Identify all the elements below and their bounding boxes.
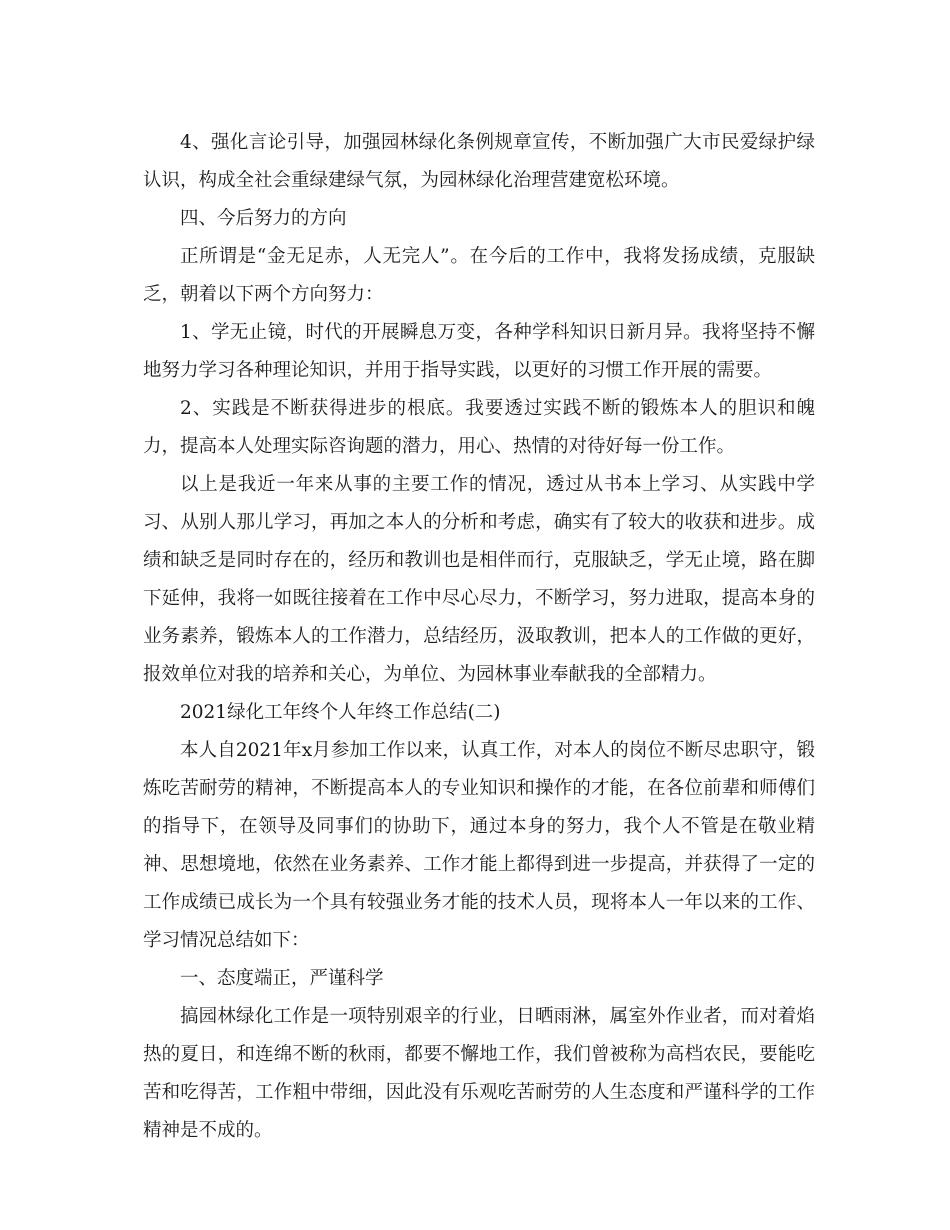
- paragraph-introduction: 本人自2021年x月参加工作以来，认真工作，对本人的岗位不断尽忠职守，锻炼吃苦耐劳的精神，不断提高本人的专业知识和操作的才能，在各位前辈和师傅们的指导下，在领导及同事们的协助下，通过本身的努力，我个人不管是在敬业精神、思想境地，依然在业务素养、工作才能上都得到进一步提高，并获得了一定的工作成绩已成长为一个具有较强业务才能的技术人员，现将本人一年以来的工作、学习情况总结如下：: [143, 740, 815, 951]
- paragraph-point-4: 4、强化言论引导，加强园林绿化条例规章宣传，不断加强广大市民爱绿护绿认识，构成全社会重绿建绿气氛，为园林绿化治理营建宽松环境。: [143, 132, 815, 191]
- paragraph-attitude-detail: 搞园林绿化工作是一项特别艰辛的行业，日晒雨淋，属室外作业者，而对着焰热的夏日，和连绵不断的秋雨，都要不懈地工作，我们曾被称为高档农民，要能吃苦和吃得苦，工作粗中带细，因此没有乐观吃苦耐劳的人生态度和严谨科学的工作精神是不成的。: [143, 1006, 815, 1141]
- paragraph-summary: 以上是我近一年来从事的主要工作的情况，透过从书本上学习、从实践中学习、从别人那儿学习，再加之本人的分析和考虑，确实有了较大的收获和进步。成绩和缺乏是同时存在的，经历和教训也是相伴而行，克服缺乏，学无止境，路在脚下延伸，我将一如既往接着在工作中尽心尽力，不断学习，努力进取，提高本身的业务素养，锻炼本人的工作潜力，总结经历，汲取教训，把本人的工作做的更好，报效单位对我的培养和关心，为单位、为园林事业奉献我的全部精力。: [143, 474, 815, 685]
- paragraph-direction-2: 2、实践是不断获得进步的根底。我要透过实践不断的锻炼本人的胆识和魄力，提高本人处理实际咨询题的潜力，用心、热情的对待好每一份工作。: [143, 398, 815, 457]
- paragraph-intro-directions: 正所谓是“金无足赤，人无完人”。在今后的工作中，我将发扬成绩，克服缺乏，朝着以下两个方向努力：: [143, 246, 815, 305]
- paragraph-direction-1: 1、学无止镜，时代的开展瞬息万变，各种学科知识日新月异。我将坚持不懈地努力学习各种理论知识，并用于指导实践，以更好的习惯工作开展的需要。: [143, 322, 815, 381]
- section-heading-future-direction: 四、今后努力的方向: [180, 208, 347, 229]
- document-body: [143, 124, 815, 1150]
- section-title-part-two: 2021绿化工年终个人年终工作总结(二): [180, 702, 501, 723]
- section-heading-attitude: 一、态度端正，严谨科学: [180, 968, 384, 989]
